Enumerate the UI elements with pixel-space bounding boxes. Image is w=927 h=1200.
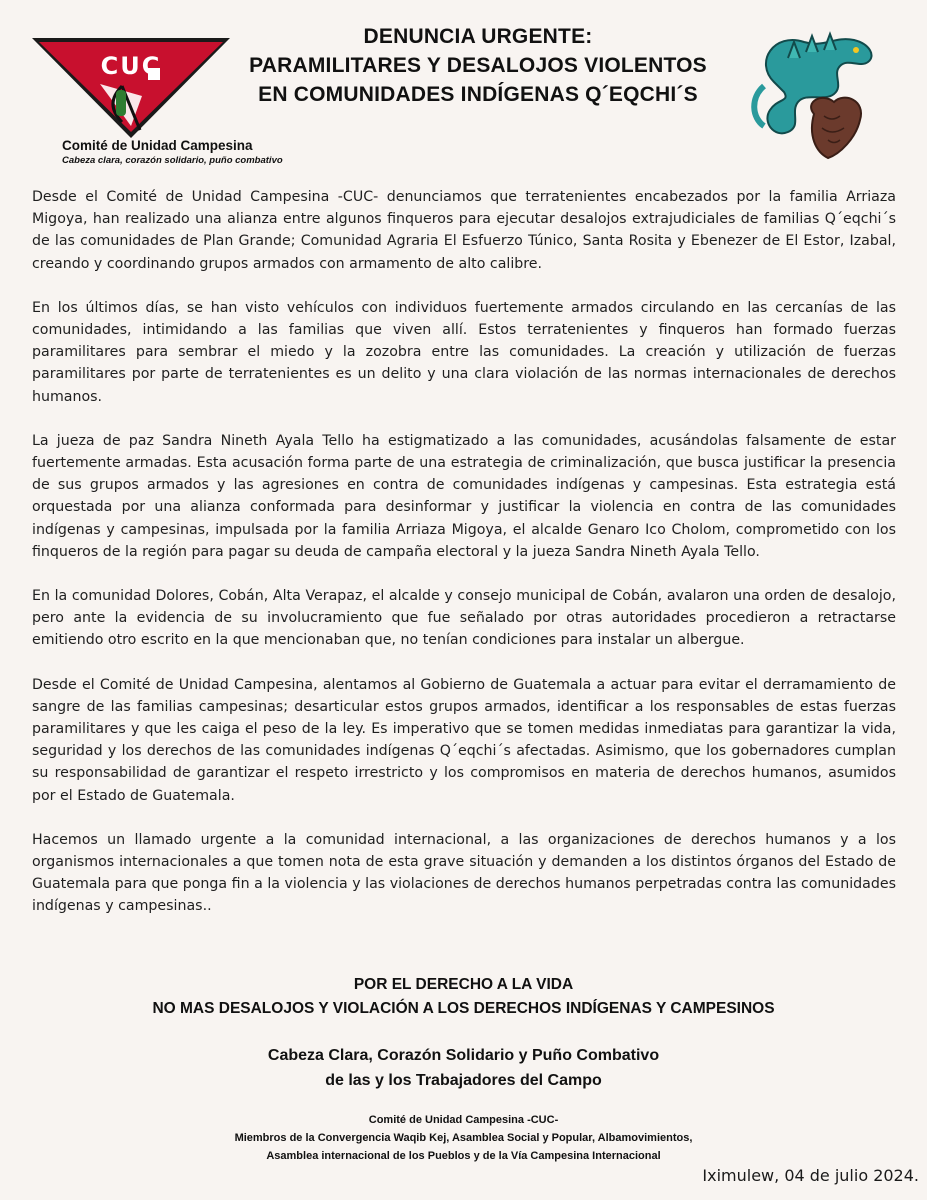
signature-line-3: Asamblea internacional de los Pueblos y de la Vía Campesina Internacional [266, 1150, 661, 1162]
paragraph-5: Desde el Comité de Unidad Campesina, alentamos al Gobierno de Guatemala a actuar para evitar el derramamiento de sangre de las familias campesinas; desarticular estos grupos armados, identificar a los responsables de estas fuerzas paramilitares y que les caiga el peso de la ley. Es imperativo que se tomen medidas inmediatas para garantizar la vida, seguridad y los derechos de las comunidades indígenas Q´eqchi´s afectadas. Asimismo, que los gobernadores cumplan su responsabilidad de garantizar el respeto irrestricto y los compromisos en materia de derechos humanos, asumidos por el Estado de Guatemala. [32, 676, 896, 804]
title-line-1: DENUNCIA URGENTE: [363, 25, 593, 48]
title-line-2: PARAMILITARES Y DESALOJOS VIOLENTOS [249, 54, 707, 77]
logo-text: CUC [100, 52, 162, 80]
title-line-3: EN COMUNIDADES INDÍGENAS Q´EQCHI´S [258, 83, 698, 106]
signature-line-1: Comité de Unidad Campesina -CUC- [368, 1114, 559, 1126]
org-motto: Cabeza clara, corazón solidario, puño combativo [62, 155, 283, 166]
serpent-icon [744, 22, 884, 162]
paragraph-3: La jueza de paz Sandra Nineth Ayala Tello ha estigmatizado a las comunidades, acusándolas falsamente de estar fuertemente armadas. Esta acusación forma parte de una estrategia de criminalización, que busca justificar la presencia de sus grupos armados y las agresiones en contra de comunidades indígenas y campesinas. Esta estrategia está orquestada por una alianza conformada para desinformar y justificar la violencia en contra de las comunidades indígenas y campesinas, impulsada por la familia Arriaza Migoya, el alcalde Genaro Ico Cholom, comprometido con los finqueros de la región para pagar su deuda de campaña electoral y la jueza Sandra Nineth Ayala Tello. [32, 432, 896, 560]
paragraph-1: Desde el Comité de Unidad Campesina -CUC- denunciamos que terratenientes encabezados por la familia Arriaza Migoya, han realizado una alianza entre algunos finqueros para ejecutar desalojos extrajudiciales de familias Q´eqchi´s de las comunidades de Plan Grande; Comunidad Agraria El Esfuerzo Túnico, Santa Rosita y Ebenezer de El Estor, Izabal, creando y coordinando grupos armados con armamento de alto calibre. [32, 189, 896, 272]
slogan-line-1: POR EL DERECHO A LA VIDA [353, 976, 574, 993]
paragraph-6: Hacemos un llamado urgente a la comunidad internacional, a las organizaciones de derechos humanos y a los organismos internacionales a que tomen nota de esta grave situación y demanden a los distintos órganos del Estado de Guatemala para que ponga fin a la violencia y las violaciones de derechos humanos perpetradas contra las comunidades indígenas y campesinas.. [32, 831, 896, 915]
paragraph-4: En la comunidad Dolores, Cobán, Alta Verapaz, el alcalde y consejo municipal de Cobán, avalaron una orden de desalojo, pero ante la evidencia de su involucramiento que fue señalado por otras autoridades procedieron a retractarse emitiendo otro escrito en la que mencionaban que, no tenían condiciones para instalar un albergue. [32, 588, 896, 649]
closing-motto-line-1: Cabeza Clara, Corazón Solidario y Puño Combativo [267, 1047, 660, 1064]
serpent-heart-emblem [744, 22, 884, 162]
org-name: Comité de Unidad Campesina [62, 138, 253, 153]
heart-icon [811, 98, 861, 158]
closing-motto-line-2: de las y los Trabajadores del Campo [325, 1072, 602, 1089]
signature-line-2: Miembros de la Convergencia Waqib Kej, Asamblea Social y Popular, Albamovimientos, [234, 1132, 693, 1144]
page-title [232, 22, 724, 109]
cuc-triangle-emblem [30, 36, 232, 140]
dateline: Iximulew, 04 de julio 2024. [702, 1166, 919, 1185]
paragraph-2: En los últimos días, se han visto vehículos con individuos fuertemente armados circulando en las cercanías de las comunidades, intimidando a las familias que viven allí. Estos terratenientes y finqueros han formado fuerzas paramilitares para sembrar el miedo y la zozobra entre las comunidades. La creación y utilización de fuerzas paramilitares por parte de terratenientes es un delito y una clara violación de las normas internacionales de derechos humanos. [32, 299, 896, 405]
statement-body [32, 186, 896, 918]
slogan-line-2: NO MAS DESALOJOS Y VIOLACIÓN A LOS DERECHOS INDÍGENAS Y CAMPESINOS [152, 1000, 775, 1017]
